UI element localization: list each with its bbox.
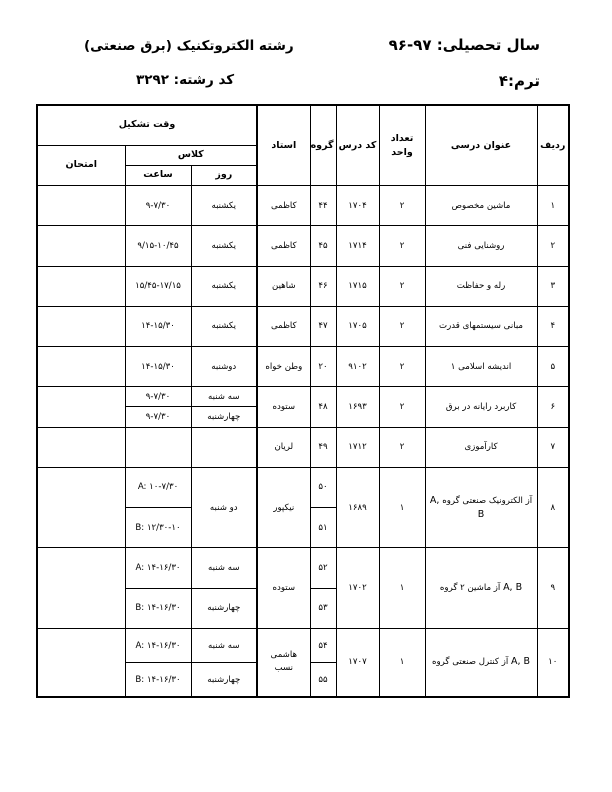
course-teacher: نیکپور (257, 467, 310, 548)
major-title: رشته الکتروتکنیک (برق صنعتی) (84, 38, 294, 54)
course-teacher: کاظمی (257, 186, 310, 226)
class-time: B: ۱۴-۱۶/۳۰ (125, 588, 191, 628)
class-time: B: ۱۲/۳۰-۱۰ (125, 508, 191, 548)
row-number: ۶ (537, 387, 569, 427)
course-teacher: ستوده (257, 548, 310, 629)
table-row (37, 387, 569, 407)
term-label: ترم:۴ (498, 72, 540, 90)
course-code: ۱۶۹۳ (336, 387, 379, 427)
course-teacher: کاظمی (257, 306, 310, 346)
course-units: ۲ (379, 186, 425, 226)
class-day: سه شنبه (191, 628, 257, 662)
course-teacher: لریان (257, 427, 310, 467)
course-units: ۲ (379, 387, 425, 427)
col-class: کلاس (125, 145, 257, 165)
course-code: ۱۷۰۲ (336, 548, 379, 629)
col-row: ردیف (537, 105, 569, 186)
class-time (125, 427, 191, 467)
academic-year: سال تحصیلی: ۹۷-۹۶ (388, 36, 540, 54)
exam-cell (37, 266, 125, 306)
row-number: ۱۰ (537, 628, 569, 697)
course-units: ۲ (379, 306, 425, 346)
row-number: ۷ (537, 427, 569, 467)
table-row (37, 347, 569, 387)
class-day: یکشنبه (191, 186, 257, 226)
course-code: ۱۷۰۷ (336, 628, 379, 697)
exam-cell (37, 387, 125, 427)
course-units: ۲ (379, 266, 425, 306)
course-group: ۵۵ (310, 663, 336, 697)
row-number: ۱ (537, 186, 569, 226)
course-code: ۱۷۱۵ (336, 266, 379, 306)
course-group: ۴۸ (310, 387, 336, 427)
course-teacher: شاهین (257, 266, 310, 306)
class-time: A: ۱۴-۱۶/۳۰ (125, 628, 191, 662)
course-title: اندیشه اسلامی ۱ (425, 347, 537, 387)
col-teacher: استاد (257, 105, 310, 186)
col-formation-time: وقت تشکیل (37, 105, 257, 145)
exam-cell (37, 226, 125, 266)
table-row (37, 186, 569, 226)
row-number: ۴ (537, 306, 569, 346)
course-group: ۵۳ (310, 588, 336, 628)
class-day: دو شنبه (191, 467, 257, 548)
header-row-top (37, 105, 569, 145)
table-row (37, 548, 569, 588)
course-code: ۱۶۸۹ (336, 467, 379, 548)
class-day: سه شنبه (191, 387, 257, 407)
class-day: یکشنبه (191, 306, 257, 346)
class-day: یکشنبه (191, 266, 257, 306)
class-time: ۹-۷/۳۰ (125, 407, 191, 427)
course-units: ۱ (379, 467, 425, 548)
class-time: ۹/۱۵-۱۰/۴۵ (125, 226, 191, 266)
class-day (191, 427, 257, 467)
course-group: ۴۶ (310, 266, 336, 306)
table-row (37, 306, 569, 346)
course-code: ۱۷۰۵ (336, 306, 379, 346)
table-row (37, 427, 569, 467)
course-title: رله و حفاظت (425, 266, 537, 306)
row-number: ۹ (537, 548, 569, 629)
row-number: ۵ (537, 347, 569, 387)
course-teacher: ستوده (257, 387, 310, 427)
exam-cell (37, 306, 125, 346)
row-number: ۳ (537, 266, 569, 306)
course-title: مبانی سیستمهای قدرت (425, 306, 537, 346)
class-day: چهارشنبه (191, 407, 257, 427)
course-title: کاربرد رایانه در برق (425, 387, 537, 427)
class-time: ۱۴-۱۵/۳۰ (125, 347, 191, 387)
class-time: ۱۵/۴۵-۱۷/۱۵ (125, 266, 191, 306)
class-time: ۹-۷/۳۰ (125, 186, 191, 226)
course-title: A, B آز ماشین ۲ گروه (425, 548, 537, 629)
course-group: ۴۷ (310, 306, 336, 346)
exam-cell (37, 548, 125, 629)
course-code: ۹۱۰۲ (336, 347, 379, 387)
course-title: آز الکترونیک صنعتی گروه A, B (425, 467, 537, 548)
col-day: روز (191, 165, 257, 185)
class-time: A: ۱۰-۷/۳۰ (125, 467, 191, 507)
table-row (37, 467, 569, 507)
col-units: تعداد واحد (379, 105, 425, 186)
course-teacher: هاشمی نسب (257, 628, 310, 697)
course-code: ۱۷۱۴ (336, 226, 379, 266)
row-number: ۲ (537, 226, 569, 266)
col-group: گروه (310, 105, 336, 186)
row-number: ۸ (537, 467, 569, 548)
course-teacher: کاظمی (257, 226, 310, 266)
table-row (37, 628, 569, 662)
class-time: B: ۱۴-۱۶/۳۰ (125, 663, 191, 697)
course-group: ۲۰ (310, 347, 336, 387)
course-group: ۵۴ (310, 628, 336, 662)
col-hour: ساعت (125, 165, 191, 185)
exam-cell (37, 186, 125, 226)
course-units: ۲ (379, 347, 425, 387)
class-time: ۱۴-۱۵/۳۰ (125, 306, 191, 346)
major-code: کد رشته: ۳۲۹۲ (136, 72, 235, 88)
class-time: ۹-۷/۳۰ (125, 387, 191, 407)
course-schedule-table (36, 104, 570, 698)
exam-cell (37, 427, 125, 467)
course-title: روشنایی فنی (425, 226, 537, 266)
class-day: سه شنبه (191, 548, 257, 588)
course-title: A, B آز کنترل صنعتی گروه (425, 628, 537, 697)
table-row (37, 266, 569, 306)
course-teacher: وطن خواه (257, 347, 310, 387)
course-units: ۲ (379, 427, 425, 467)
col-exam: امتحان (37, 145, 125, 185)
course-code: ۱۷۱۲ (336, 427, 379, 467)
course-group: ۴۹ (310, 427, 336, 467)
course-units: ۱ (379, 548, 425, 629)
class-day: چهارشنبه (191, 588, 257, 628)
col-code: کد درس (336, 105, 379, 186)
course-units: ۱ (379, 628, 425, 697)
course-group: ۴۵ (310, 226, 336, 266)
class-day: چهارشنبه (191, 663, 257, 697)
class-time: A: ۱۴-۱۶/۳۰ (125, 548, 191, 588)
exam-cell (37, 467, 125, 548)
exam-cell (37, 347, 125, 387)
class-day: یکشنبه (191, 226, 257, 266)
course-group: ۴۴ (310, 186, 336, 226)
course-code: ۱۷۰۴ (336, 186, 379, 226)
course-units: ۲ (379, 226, 425, 266)
table-row (37, 226, 569, 266)
exam-cell (37, 628, 125, 697)
col-title: عنوان درسی (425, 105, 537, 186)
class-day: دوشنبه (191, 347, 257, 387)
course-group: ۵۱ (310, 508, 336, 548)
course-group: ۵۰ (310, 467, 336, 507)
course-title: ماشین مخصوص (425, 186, 537, 226)
course-title: کارآموزی (425, 427, 537, 467)
course-group: ۵۲ (310, 548, 336, 588)
